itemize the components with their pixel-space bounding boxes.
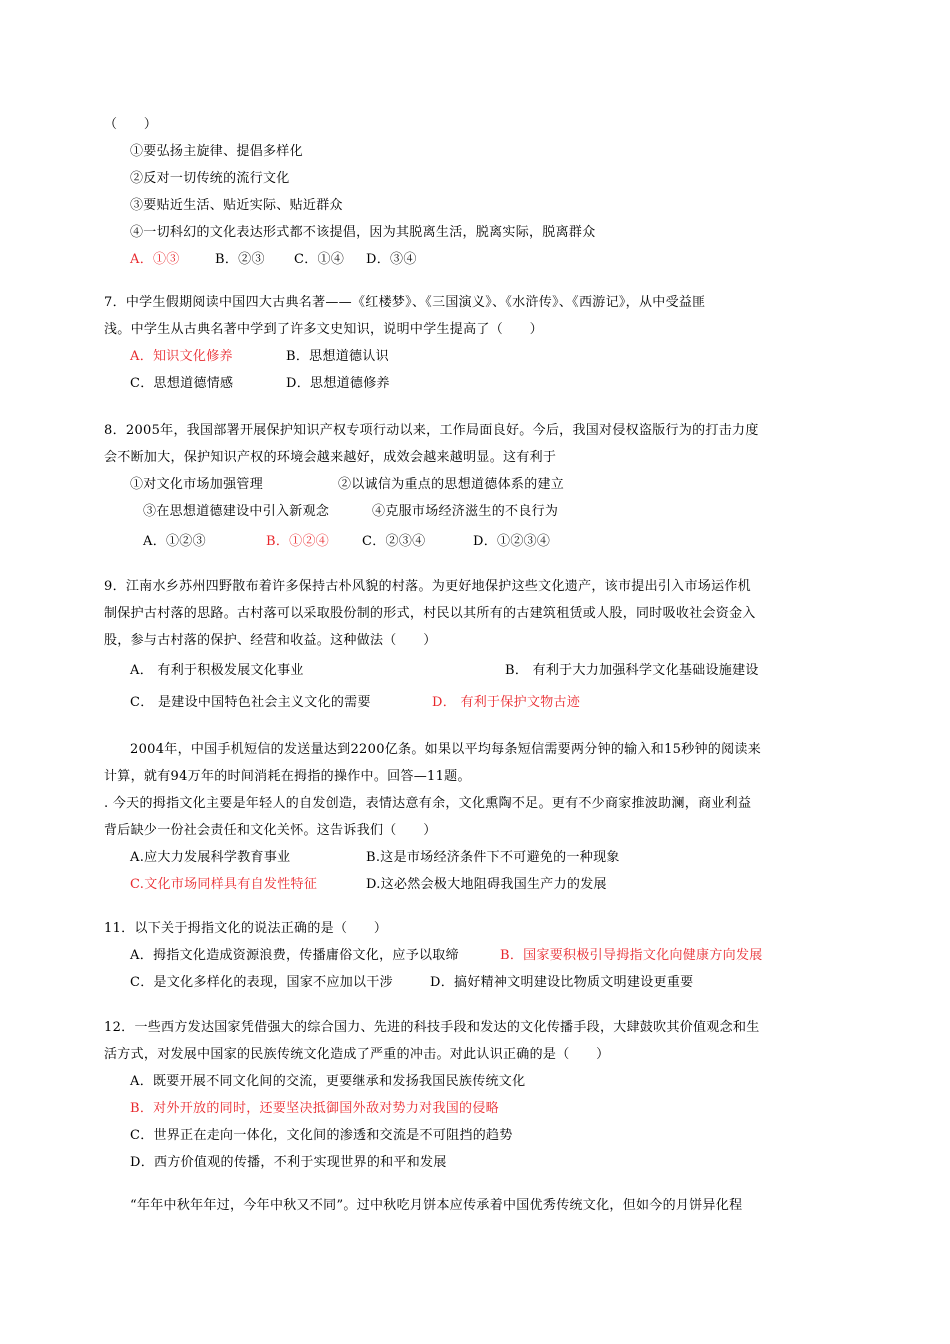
q12-stem-line-1: 12．一些西方发达国家凭借强大的综合国力、先进的科技手段和发达的文化传播手段，大肆鼓吹其价值观念和生	[104, 1020, 760, 1035]
q10-option-b: B.这是市场经济条件下不可避免的一种现象	[366, 850, 620, 865]
q9-option-b: B． 有利于大力加强科学文化基础设施建设	[505, 663, 759, 678]
q9-stem-line-3: 股，参与古村落的保护、经营和收益。这种做法（ ）	[104, 633, 437, 648]
q12-option-d: D．西方价值观的传播，不利于实现世界的和平和发展	[130, 1155, 447, 1170]
q8-item-3: ③在思想道德建设中引入新观念	[143, 504, 330, 519]
q10-option-d: D.这必然会极大地阻碍我国生产力的发展	[366, 877, 607, 892]
q11-option-c: C．是文化多样化的表现，国家不应加以干涉	[130, 975, 393, 990]
q7-option-b: B．思想道德认识	[286, 349, 389, 364]
q9-option-a: A． 有利于积极发展文化事业	[130, 663, 304, 678]
q6-paren: （ ）	[104, 117, 158, 132]
q10-stem-line-1: . 今天的拇指文化主要是年轻人的自发创造，表情达意有余，文化熏陶不足。更有不少商家推波助澜，商业利益	[104, 796, 752, 811]
q11-option-d: D．搞好精神文明建设比物质文明建设更重要	[430, 975, 694, 990]
q12-stem-line-2: 活方式，对发展中国家的民族传统文化造成了严重的冲击。对此认识正确的是（ ）	[104, 1047, 610, 1062]
q7-option-c: C．思想道德情感	[130, 376, 234, 391]
q6-option-c: C．①④	[294, 252, 345, 267]
q9-stem-line-1: 9．江南水乡苏州四野散布着许多保持古朴风貌的村落。为更好地保护这些文化遗产，该市提出引入市场运作机	[104, 579, 751, 594]
q7-option-a-answer: A．知识文化修养	[130, 349, 233, 364]
q12-option-b-answer: B．对外开放的同时，还要坚决抵御国外敌对势力对我国的侵略	[130, 1101, 499, 1116]
q8-item-1: ①对文化市场加强管理	[130, 477, 264, 492]
q7-stem-line-2: 浅。中学生从古典名著中学到了许多文史知识，说明中学生提高了（ ）	[104, 322, 543, 337]
q6-item-4: ④一切科幻的文化表达形式都不该提倡，因为其脱离生活，脱离实际，脱离群众	[130, 225, 596, 240]
q10-stem-line-2: 背后缺少一份社会责任和文化关怀。这告诉我们（ ）	[104, 823, 437, 838]
q8-item-2: ②以诚信为重点的思想道德体系的建立	[338, 477, 565, 492]
material-line-1: 2004年，中国手机短信的发送量达到2200亿条。如果以平均每条短信需要两分钟的输入和15秒钟的阅读来	[130, 742, 762, 757]
q8-option-d: D．①②③④	[473, 534, 551, 549]
q9-option-d-answer: D． 有利于保护文物古迹	[432, 695, 581, 710]
q11-stem: 11．以下关于拇指文化的说法正确的是（ ）	[104, 921, 388, 936]
q8-option-a: A．①②③	[143, 534, 206, 549]
closing-passage-line: “年年中秋年年过，今年中秋又不同”。过中秋吃月饼本应传承着中国优秀传统文化，但如今的月饼异化程	[130, 1198, 743, 1213]
q8-item-4: ④克服市场经济滋生的不良行为	[372, 504, 559, 519]
q9-stem-line-2: 制保护古村落的思路。古村落可以采取股份制的形式，村民以其所有的古建筑租赁或人股，同时吸收社会资金入	[104, 606, 756, 621]
q6-option-a-answer: A．①③	[130, 252, 180, 267]
q7-option-d: D．思想道德修养	[286, 376, 390, 391]
q8-stem-line-1: 8．2005年，我国部署开展保护知识产权专项行动以来，工作局面良好。今后，我国对侵权盗版行为的打击力度	[104, 423, 759, 438]
q10-option-a: A.应大力发展科学教育事业	[130, 850, 291, 865]
q6-item-3: ③要贴近生活、贴近实际、贴近群众	[130, 198, 343, 213]
q6-item-1: ①要弘扬主旋律、提倡多样化	[130, 144, 303, 159]
q11-option-a: A．拇指文化造成资源浪费，传播庸俗文化，应予以取缔	[130, 948, 459, 963]
q8-stem-line-2: 会不断加大，保护知识产权的环境会越来越好，成效会越来越明显。这有利于	[104, 450, 557, 465]
q7-stem-line-1: 7．中学生假期阅读中国四大古典名著——《红楼梦》、《三国演义》、《水浒传》、《西游记》，从中受益匪	[104, 295, 706, 310]
q10-option-c-answer: C.文化市场同样具有自发性特征	[130, 877, 318, 892]
q12-option-a: A．既要开展不同文化间的交流，更要继承和发扬我国民族传统文化	[130, 1074, 526, 1089]
q8-option-c: C．②③④	[362, 534, 426, 549]
q11-option-b-answer: B．国家要积极引导拇指文化向健康方向发展	[500, 948, 763, 963]
material-line-2: 计算，就有94万年的时间消耗在拇指的操作中。回答—11题。	[104, 769, 471, 784]
q6-option-d: D．③④	[366, 252, 417, 267]
q9-option-c: C． 是建设中国特色社会主义文化的需要	[130, 695, 371, 710]
q6-item-2: ②反对一切传统的流行文化	[130, 171, 290, 186]
q8-option-b-answer: B．①②④	[266, 534, 330, 549]
q6-option-b: B．②③	[215, 252, 265, 267]
q12-option-c: C．世界正在走向一体化，文化间的渗透和交流是不可阻挡的趋势	[130, 1128, 513, 1143]
